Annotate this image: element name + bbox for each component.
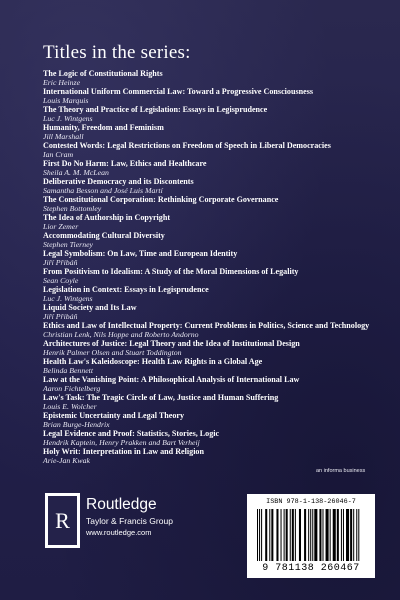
series-list bbox=[43, 69, 373, 465]
book-item bbox=[43, 411, 373, 429]
isbn-text: ISBN 978-1-138-26046-7 bbox=[266, 498, 356, 506]
routledge-logo-letter: R bbox=[55, 508, 70, 533]
book-author: Hendrik Kaptein, Henry Prakken and Bart Verheij bbox=[43, 438, 200, 447]
book-author: Stephen Bottomley bbox=[43, 204, 102, 213]
book-title: Ethics and Law of Intellectual Property: Current Problems in Politics, Science and Technology bbox=[43, 321, 370, 330]
book-item bbox=[43, 339, 373, 357]
book-title: Legal Symbolism: On Law, Time and European Identity bbox=[43, 249, 238, 258]
book-item bbox=[43, 69, 373, 87]
book-author: Jill Marshall bbox=[43, 132, 84, 141]
barcode-stripe bbox=[353, 509, 354, 561]
book-title: Accommodating Cultural Diversity bbox=[43, 231, 165, 240]
book-author: Sean Coyle bbox=[43, 276, 79, 285]
book-item bbox=[43, 159, 373, 177]
routledge-logo-spine bbox=[48, 496, 77, 545]
barcode-stripe bbox=[322, 509, 323, 561]
book-item bbox=[43, 249, 373, 267]
book-title: The Theory and Practice of Legislation: Essays in Legisprudence bbox=[43, 105, 268, 114]
book-author: Luc J. Wintgens bbox=[43, 114, 93, 123]
book-item bbox=[43, 393, 373, 411]
book-author: Aaron Fichtelberg bbox=[43, 384, 101, 393]
book-author: Luc J. Wintgens bbox=[43, 294, 93, 303]
informa-tagline: an informa business bbox=[316, 468, 366, 474]
book-title: The Constitutional Corporation: Rethinking Corporate Governance bbox=[43, 195, 279, 204]
book-author: Stephen Tierney bbox=[43, 240, 94, 249]
barcode-stripe bbox=[343, 509, 344, 561]
book-author: Sheila A. M. McLean bbox=[43, 168, 109, 177]
book-item bbox=[43, 213, 373, 231]
barcode-stripe bbox=[358, 509, 359, 561]
publisher-block bbox=[86, 496, 173, 538]
barcode-stripe bbox=[312, 509, 313, 561]
barcode-stripe bbox=[257, 509, 258, 561]
book-title: Architectures of Justice: Legal Theory and the Idea of Institutional Design bbox=[43, 339, 300, 348]
barcode-stripe bbox=[308, 509, 309, 561]
barcode-stripe bbox=[337, 509, 339, 561]
book-author: Samantha Besson and José Luis Martí bbox=[43, 186, 163, 195]
barcode-stripe bbox=[261, 509, 262, 561]
book-title: Health Law's Kaleidoscope: Health Law Rights in a Global Age bbox=[43, 357, 263, 366]
book-item bbox=[43, 357, 373, 375]
barcode-stripe bbox=[326, 509, 329, 561]
book-author: Louis Marquis bbox=[43, 96, 89, 105]
barcode-stripe bbox=[265, 509, 267, 561]
book-item bbox=[43, 141, 373, 159]
series-heading: Titles in the series: bbox=[43, 42, 191, 63]
book-author: Brian Burge-Hendrix bbox=[43, 420, 110, 429]
book-title: Deliberative Democracy and its Discontents bbox=[43, 177, 194, 186]
barcode-stripe bbox=[269, 509, 270, 561]
book-item bbox=[43, 177, 373, 195]
book-author: Ian Cram bbox=[43, 150, 74, 159]
barcode-stripe bbox=[290, 509, 291, 561]
barcode bbox=[247, 494, 375, 578]
barcode-stripe bbox=[271, 509, 273, 561]
barcode-stripe bbox=[314, 509, 317, 561]
book-title: The Logic of Constitutional Rights bbox=[43, 69, 163, 78]
book-author: Christian Lenk, Nils Hoppe and Roberto Andorno bbox=[43, 330, 199, 339]
book-title: Law's Task: The Tragic Circle of Law, Justice and Human Suffering bbox=[43, 393, 279, 402]
barcode-stripe bbox=[356, 509, 357, 561]
barcode-stripe bbox=[284, 509, 285, 561]
barcode-stripe bbox=[276, 509, 278, 561]
barcode-stripe bbox=[292, 509, 294, 561]
book-item bbox=[43, 321, 373, 339]
book-author: Jiří Přibáň bbox=[43, 312, 78, 321]
book-title: Epistemic Uncertainty and Legal Theory bbox=[43, 411, 185, 420]
book-author: Lior Zemer bbox=[43, 222, 79, 231]
barcode-stripe bbox=[330, 509, 331, 561]
barcode-stripe bbox=[299, 509, 301, 561]
book-title: Legislation in Context: Essays in Legisprudence bbox=[43, 285, 209, 294]
book-item bbox=[43, 447, 373, 465]
publisher-group: Taylor & Francis Group bbox=[86, 516, 173, 526]
book-item bbox=[43, 429, 373, 447]
book-item bbox=[43, 303, 373, 321]
book-item bbox=[43, 123, 373, 141]
book-title: From Positivism to Idealism: A Study of the Moral Dimensions of Legality bbox=[43, 267, 299, 276]
barcode-stripe bbox=[341, 509, 342, 561]
book-title: Legal Evidence and Proof: Statistics, Stories, Logic bbox=[43, 429, 220, 438]
book-author: Jiří Přibáň bbox=[43, 258, 78, 267]
book-title: First Do No Harm: Law, Ethics and Healthcare bbox=[43, 159, 207, 168]
barcode-stripe bbox=[346, 509, 349, 561]
book-item bbox=[43, 267, 373, 285]
barcode-stripe bbox=[295, 509, 296, 561]
barcode-stripe bbox=[310, 509, 311, 561]
book-item bbox=[43, 375, 373, 393]
book-title: International Uniform Commercial Law: Toward a Progressive Consciousness bbox=[43, 87, 314, 96]
barcode-stripe bbox=[281, 509, 282, 561]
book-author: Henrik Palmer Olsen and Stuart Toddington bbox=[43, 348, 182, 357]
book-item bbox=[43, 285, 373, 303]
book-item bbox=[43, 105, 373, 123]
publisher-url: www.routledge.com bbox=[86, 528, 152, 537]
book-title: The Idea of Authorship in Copyright bbox=[43, 213, 171, 222]
barcode-stripe bbox=[286, 509, 288, 561]
barcode-stripe bbox=[259, 509, 260, 561]
book-title: Liquid Society and Its Law bbox=[43, 303, 137, 312]
book-item bbox=[43, 87, 373, 105]
book-title: Humanity, Freedom and Feminism bbox=[43, 123, 164, 132]
barcode-stripe bbox=[319, 509, 321, 561]
book-item bbox=[43, 195, 373, 213]
book-item bbox=[43, 231, 373, 249]
barcode-stripe bbox=[350, 509, 352, 561]
book-author: Arie-Jan Kwak bbox=[43, 456, 90, 465]
barcode-bars bbox=[257, 509, 365, 561]
book-title: Law at the Vanishing Point: A Philosophical Analysis of International Law bbox=[43, 375, 300, 384]
book-title: Contested Words: Legal Restrictions on Freedom of Speech in Liberal Democracies bbox=[43, 141, 331, 150]
publisher-name: Routledge bbox=[86, 496, 157, 513]
barcode-stripe bbox=[304, 509, 306, 561]
routledge-logo bbox=[45, 493, 80, 548]
book-author: Belinda Bennett bbox=[43, 366, 94, 375]
book-author: Louis E. Wolcher bbox=[43, 402, 97, 411]
book-title: Holy Writ: Interpretation in Law and Religion bbox=[43, 447, 204, 456]
barcode-digits: 9 781138 260467 bbox=[262, 563, 360, 574]
book-author: Eric Heinze bbox=[43, 78, 81, 87]
barcode-stripe bbox=[333, 509, 336, 561]
